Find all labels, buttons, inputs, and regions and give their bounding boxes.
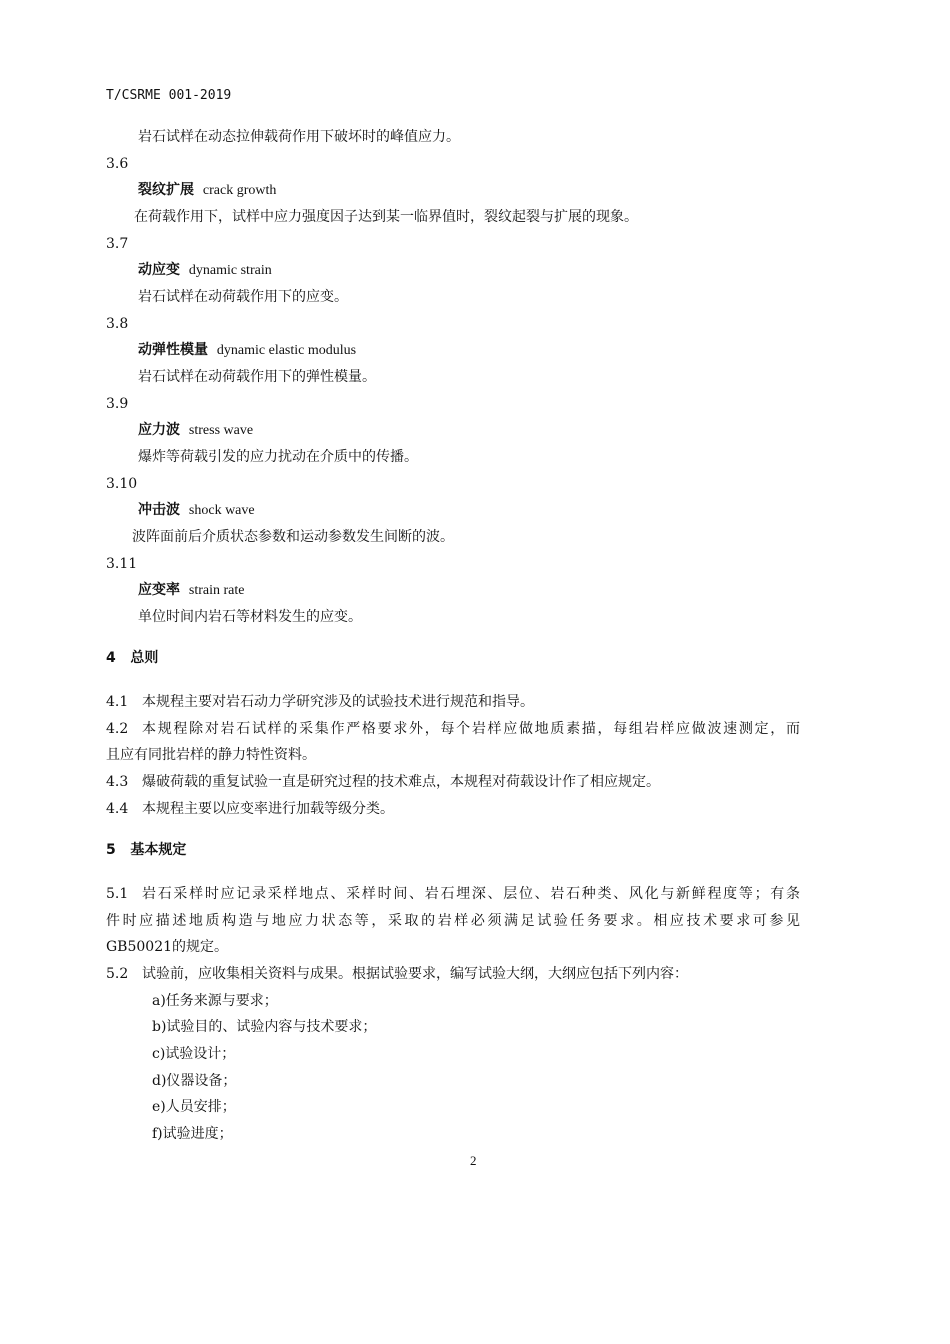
clause-text: 且应有同批岩样的静力特性资料。: [106, 747, 316, 763]
clause-number: 5.1: [106, 886, 129, 902]
term-title: [138, 421, 253, 440]
clause-number: 4.4: [106, 801, 129, 817]
list-item: e)人员安排；: [152, 1099, 236, 1115]
document-header: T/CSRME 001-2019: [106, 88, 232, 103]
term-title: [138, 581, 245, 600]
term-number: 3.11: [106, 556, 138, 572]
list-item: f)试验进度；: [152, 1126, 233, 1142]
term-title-cn: 裂纹扩展: [138, 182, 194, 198]
clause-text: 爆破荷载的重复试验一直是研究过程的技术难点，本规程对荷载设计作了相应规定。: [142, 774, 660, 790]
clause-text: 件时应描述地质构造与地应力状态等，采取的岩样必须满足试验任务要求。相应技术要求可参见: [106, 913, 800, 929]
term-number: 3.7: [106, 236, 129, 252]
term-title-en: dynamic strain: [188, 263, 272, 278]
clause-text: 本规程除对岩石试样的采集作严格要求外，每个岩样应做地质素描，每组岩样应做波速测定，而: [142, 721, 800, 737]
list-item: c)试验设计；: [152, 1046, 236, 1062]
term-title-en: strain rate: [188, 583, 245, 598]
term-title-en: crack growth: [202, 183, 277, 198]
term-title: [138, 261, 272, 280]
clause-number: 5.2: [106, 966, 129, 982]
clause-number: 4.3: [106, 774, 129, 790]
clause-text: 本规程主要以应变率进行加载等级分类。: [142, 801, 394, 817]
term-title-en: shock wave: [188, 503, 255, 518]
term-title: [138, 341, 356, 360]
list-item: b)试验目的、试验内容与技术要求；: [152, 1019, 377, 1035]
term-definition: 在荷载作用下，试样中应力强度因子达到某一临界值时，裂纹起裂与扩展的现象。: [134, 209, 638, 225]
term-title-en: dynamic elastic modulus: [216, 343, 357, 358]
term-definition: 岩石试样在动态拉伸载荷作用下破坏时的峰值应力。: [138, 129, 460, 145]
section-title: 总则: [130, 650, 159, 666]
section-title: 基本规定: [130, 842, 187, 858]
term-number: 3.8: [106, 316, 129, 332]
list-item: a)任务来源与要求；: [152, 993, 278, 1009]
clause-number: 4.2: [106, 721, 129, 737]
term-definition: 岩石试样在动荷载作用下的应变。: [138, 289, 348, 305]
term-title-cn: 应力波: [138, 422, 180, 438]
term-definition: 岩石试样在动荷载作用下的弹性模量。: [138, 369, 376, 385]
term-title-cn: 动应变: [138, 262, 180, 278]
term-definition: 爆炸等荷载引发的应力扰动在介质中的传播。: [138, 449, 418, 465]
term-title-cn: 应变率: [138, 582, 180, 598]
section-heading: [106, 649, 158, 667]
clause-number: 4.1: [106, 694, 129, 710]
term-title-cn: 动弹性模量: [138, 342, 208, 358]
term-definition: 单位时间内岩石等材料发生的应变。: [138, 609, 362, 625]
clause-text: 岩石采样时应记录采样地点、采样时间、岩石埋深、层位、岩石种类、风化与新鲜程度等；有条: [142, 886, 800, 902]
term-definition: 波阵面前后介质状态参数和运动参数发生间断的波。: [132, 529, 454, 545]
term-number: 3.9: [106, 396, 129, 412]
clause-text: 试验前，应收集相关资料与成果。根据试验要求，编写试验大纲，大纲应包括下列内容：: [142, 966, 688, 982]
term-title: [138, 501, 255, 520]
term-title-en: stress wave: [188, 423, 254, 438]
term-title-cn: 冲击波: [138, 502, 180, 518]
section-number: 5: [106, 842, 116, 858]
term-title: [138, 181, 276, 200]
term-number: 3.10: [106, 476, 138, 492]
section-number: 4: [106, 650, 116, 666]
clause-text: 本规程主要对岩石动力学研究涉及的试验技术进行规范和指导。: [142, 694, 534, 710]
term-number: 3.6: [106, 156, 129, 172]
section-heading: [106, 841, 186, 859]
page-number: 2: [470, 1153, 477, 1168]
list-item: d)仪器设备；: [152, 1073, 237, 1089]
clause-text: GB50021的规定。: [106, 939, 229, 955]
